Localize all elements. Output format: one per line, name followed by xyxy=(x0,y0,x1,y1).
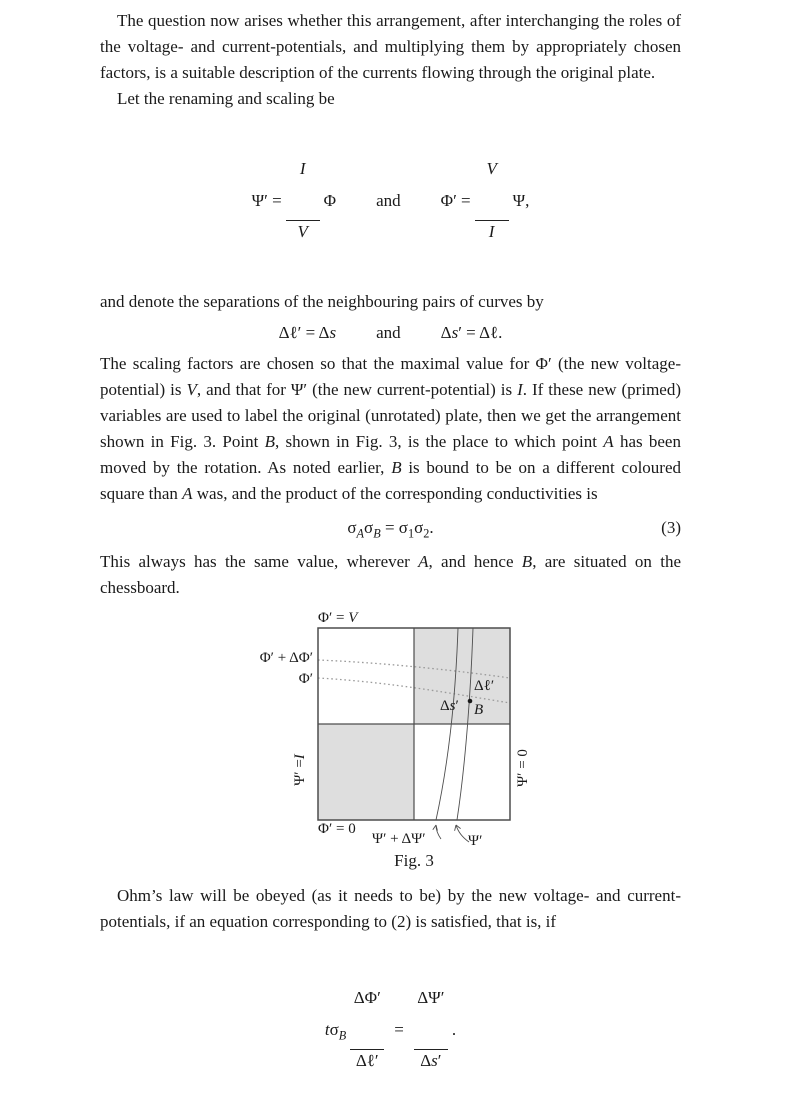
gray-square-top-right xyxy=(414,628,510,724)
fraction-I-over-V: $\frac{I}{V}$ xyxy=(286,120,320,281)
paragraph-ohms-law: Ohm’s law will be obeyed (as it needs to be) by the new voltage- and current-potentials, if an equation corresponding to (2) is satisfied, that is, if xyxy=(100,886,681,932)
figure-label-psi-equals-i: Ψ′ = I xyxy=(291,754,308,787)
figure-label-phi: Φ′ xyxy=(298,671,313,688)
figure-label-phi-plus-dphi: Φ′ + ΔΦ′ xyxy=(259,650,313,667)
equation-conjunction: and xyxy=(376,190,401,210)
equation-separations-left: Δℓ′ = Δ s xyxy=(278,323,337,343)
paragraph-same-value: This always has the same value, wherever A, and hence B, are situated on the chessboard. xyxy=(100,552,681,598)
gray-square-bottom-left xyxy=(318,724,414,820)
paragraph-separations: and denote the separations of the neighbouring pairs of curves by xyxy=(100,292,544,312)
fraction-V-over-I: $\frac{V}{I}$ xyxy=(475,120,509,281)
equation-3 xyxy=(100,517,681,539)
point-b-dot xyxy=(468,699,473,704)
equation-ohms-law-body: $t\sigma_B$ $\frac{\Delta\Phi'}{\text{Δℓ′}}$ = $\frac{\Delta\Psi'}{\Delta s'}$ . xyxy=(325,949,456,1110)
fraction-dphi-over-dl: $\frac{\Delta\Phi'}{\text{Δℓ′}}$ xyxy=(350,949,384,1110)
paragraph-intro: The question now arises whether this arrangement, after interchanging the roles of the voltage- and current-potentials, and multiplying them by appropriately chosen factors, is a suitable description of the currents flowing through the original plate. xyxy=(100,11,681,82)
equation-scaling xyxy=(100,120,681,281)
figure-label-psi-plus-dpsi: Ψ′ + ΔΨ′ xyxy=(372,831,426,848)
fraction-dpsi-over-ds: $\frac{\Delta\Psi'}{\Delta s'}$ xyxy=(414,949,448,1110)
paragraph-scaling-factors: The scaling factors are chosen so that the maximal value for Φ′ (the new voltage-potential) is V, and that for Ψ′ (the new current-potential) is I. If these new (primed) variables are used to label the original (unrotated) plate, then we get the arrangement shown in Fig. 3. Point B, shown in Fig. 3, is the place to which point A has been moved by the rotation. As noted earlier, B is bound to be on a different coloured square than A was, and the product of the corresponding conductivities is xyxy=(100,354,681,504)
figure-label-psi: Ψ′ xyxy=(468,833,483,850)
figure-label-phi-equals-0: Φ′ = 0 xyxy=(318,821,356,838)
equation-scaling-left: Ψ′ = $\frac{I}{V}$ Φ xyxy=(252,120,337,281)
equation-separations-right: Δ s ′ = Δℓ. xyxy=(440,323,503,343)
paragraph-renaming: Let the renaming and scaling be xyxy=(117,89,335,108)
figure-3 xyxy=(100,611,681,883)
figure-label-point-b: B xyxy=(474,702,484,719)
figure-label-delta-l: Δℓ′ xyxy=(474,678,495,695)
equation-conjunction: and xyxy=(376,323,401,343)
equation-scaling-right: Φ′ = $\frac{V}{I}$ Ψ, xyxy=(441,120,530,281)
figure-label-psi-equals-0: Ψ′ = 0 xyxy=(514,749,531,788)
figure-label-phi-equals-v: Φ′ = V xyxy=(318,610,358,627)
equation-separations xyxy=(100,323,681,343)
figure-label-delta-s: Δs′ xyxy=(440,698,459,715)
figure-caption: Fig. 3 xyxy=(394,851,434,871)
equation-3-body: $\sigma_A\sigma_B = \sigma_1\sigma_2$. xyxy=(347,518,434,541)
equation-3-number: (3) xyxy=(661,518,681,538)
equation-ohms-law xyxy=(100,949,681,1110)
